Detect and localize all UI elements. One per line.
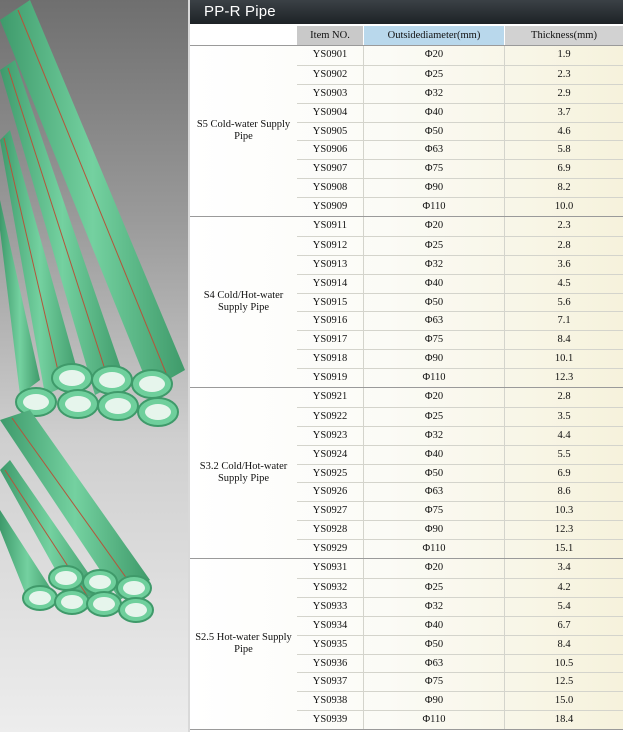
diameter-cell: Φ32 — [364, 85, 505, 103]
table-row — [297, 330, 623, 349]
table-header — [190, 26, 623, 45]
diameter-cell: Φ75 — [364, 331, 505, 349]
diameter-cell: Φ110 — [364, 711, 505, 729]
item-no-cell: YS0906 — [297, 141, 364, 159]
item-no-cell: YS0923 — [297, 427, 364, 445]
table-row — [297, 539, 623, 558]
item-no-cell: YS0925 — [297, 465, 364, 483]
item-no-cell: YS0933 — [297, 598, 364, 616]
item-no-cell: YS0907 — [297, 160, 364, 178]
diameter-cell: Φ20 — [364, 388, 505, 407]
thickness-cell: 6.9 — [557, 163, 571, 175]
table-row — [297, 255, 623, 274]
table-row — [297, 445, 623, 464]
diameter-cell: Φ63 — [364, 483, 505, 501]
thickness-cell: 4.5 — [557, 277, 571, 289]
diameter-cell: Φ110 — [364, 540, 505, 558]
item-no-cell: YS0929 — [297, 540, 364, 558]
item-no-cell: YS0915 — [297, 294, 364, 312]
table-row — [297, 217, 623, 236]
item-no-cell: YS0912 — [297, 237, 364, 255]
item-no-cell: YS0901 — [297, 46, 364, 65]
diameter-cell: Φ32 — [364, 256, 505, 274]
thickness-cell: 3.6 — [557, 258, 571, 270]
item-no-cell: YS0918 — [297, 350, 364, 368]
item-no-cell: YS0911 — [297, 217, 364, 236]
thickness-cell: 1.9 — [557, 49, 571, 60]
table-row — [297, 635, 623, 654]
item-no-cell: YS0914 — [297, 275, 364, 293]
table-row — [297, 103, 623, 122]
diameter-cell: Φ40 — [364, 617, 505, 635]
item-no-cell: YS0932 — [297, 579, 364, 597]
item-no-cell: YS0916 — [297, 312, 364, 330]
table-row — [297, 349, 623, 368]
thickness-cell: 2.3 — [557, 68, 571, 80]
table-row — [297, 559, 623, 578]
header-thickness: Thickness(mm) — [505, 26, 623, 45]
thickness-cell: 12.5 — [554, 676, 574, 688]
thickness-cell: 12.3 — [554, 372, 574, 384]
pipe-group — [190, 216, 623, 387]
thickness-cell: 12.3 — [554, 524, 574, 536]
header-blank — [190, 26, 297, 45]
spec-table — [190, 26, 623, 730]
diameter-cell: Φ25 — [364, 579, 505, 597]
group-label: S3.2 Cold/Hot-water Supply Pipe — [199, 461, 288, 485]
table-row — [297, 407, 623, 426]
diameter-cell: Φ50 — [364, 636, 505, 654]
thickness-cell: 2.3 — [557, 220, 571, 232]
table-row — [297, 616, 623, 635]
thickness-cell: 18.4 — [554, 714, 574, 726]
diameter-cell: Φ20 — [364, 46, 505, 65]
diameter-cell: Φ90 — [364, 521, 505, 539]
diameter-cell: Φ75 — [364, 673, 505, 691]
table-row — [297, 501, 623, 520]
thickness-cell: 8.4 — [557, 638, 571, 650]
item-no-cell: YS0913 — [297, 256, 364, 274]
diameter-cell: Φ50 — [364, 465, 505, 483]
diameter-cell: Φ32 — [364, 598, 505, 616]
diameter-cell: Φ110 — [364, 198, 505, 216]
table-row — [297, 597, 623, 616]
table-row — [297, 274, 623, 293]
table-row — [297, 520, 623, 539]
thickness-cell: 10.0 — [554, 201, 574, 213]
diameter-cell: Φ75 — [364, 502, 505, 520]
table-row — [297, 368, 623, 387]
table-row — [297, 140, 623, 159]
thickness-cell: 10.3 — [554, 505, 574, 517]
table-row — [297, 236, 623, 255]
table-row — [297, 654, 623, 673]
item-no-cell: YS0903 — [297, 85, 364, 103]
item-no-cell: YS0937 — [297, 673, 364, 691]
diameter-cell: Φ90 — [364, 350, 505, 368]
table-row — [297, 65, 623, 84]
item-no-cell: YS0924 — [297, 446, 364, 464]
table-row — [297, 578, 623, 597]
diameter-cell: Φ25 — [364, 237, 505, 255]
diameter-cell: Φ25 — [364, 408, 505, 426]
table-row — [297, 159, 623, 178]
thickness-cell: 15.0 — [554, 695, 574, 707]
table-row — [297, 84, 623, 103]
table-row — [297, 426, 623, 445]
diameter-cell: Φ50 — [364, 294, 505, 312]
thickness-cell: 4.6 — [557, 125, 571, 137]
thickness-cell: 3.4 — [557, 562, 571, 574]
page-title: PP-R Pipe — [190, 0, 623, 24]
thickness-cell: 5.8 — [557, 144, 571, 156]
thickness-cell: 15.1 — [554, 543, 574, 555]
table-row — [297, 46, 623, 65]
item-no-cell: YS0928 — [297, 521, 364, 539]
diameter-cell: Φ50 — [364, 123, 505, 141]
diameter-cell: Φ25 — [364, 66, 505, 84]
thickness-cell: 2.8 — [557, 391, 571, 403]
diameter-cell: Φ63 — [364, 312, 505, 330]
item-no-cell: YS0931 — [297, 559, 364, 578]
diameter-cell: Φ20 — [364, 217, 505, 236]
item-no-cell: YS0927 — [297, 502, 364, 520]
thickness-cell: 10.5 — [554, 657, 574, 669]
pipe-photo — [0, 0, 188, 732]
item-no-cell: YS0935 — [297, 636, 364, 654]
thickness-cell: 4.2 — [557, 581, 571, 593]
item-no-cell: YS0939 — [297, 711, 364, 729]
diameter-cell: Φ110 — [364, 369, 505, 387]
table-row — [297, 672, 623, 691]
thickness-cell: 8.6 — [557, 486, 571, 498]
thickness-cell: 3.5 — [557, 410, 571, 422]
header-outside-diameter: Outsidediameter(mm) — [364, 26, 505, 45]
diameter-cell: Φ40 — [364, 275, 505, 293]
thickness-cell: 6.9 — [557, 467, 571, 479]
group-label: S4 Cold/Hot-water Supply Pipe — [203, 290, 284, 314]
table-row — [297, 710, 623, 729]
table-row — [297, 464, 623, 483]
thickness-cell: 4.4 — [557, 429, 571, 441]
pipe-group — [190, 558, 623, 730]
diameter-cell: Φ40 — [364, 446, 505, 464]
thickness-cell: 6.7 — [557, 619, 571, 631]
pipe-bundle-image — [0, 0, 188, 732]
pipe-group — [190, 45, 623, 216]
header-item-no: Item NO. — [297, 26, 364, 45]
thickness-cell: 5.5 — [557, 448, 571, 460]
thickness-cell: 8.2 — [557, 182, 571, 194]
diameter-cell: Φ40 — [364, 104, 505, 122]
thickness-cell: 2.9 — [557, 87, 571, 99]
item-no-cell: YS0919 — [297, 369, 364, 387]
diameter-cell: Φ63 — [364, 141, 505, 159]
item-no-cell: YS0902 — [297, 66, 364, 84]
thickness-cell: 3.7 — [557, 106, 571, 118]
table-row — [297, 178, 623, 197]
thickness-cell: 5.6 — [557, 296, 571, 308]
table-row — [297, 482, 623, 501]
thickness-cell: 10.1 — [554, 353, 574, 365]
diameter-cell: Φ90 — [364, 179, 505, 197]
thickness-cell: 2.8 — [557, 239, 571, 251]
table-row — [297, 122, 623, 141]
thickness-cell: 7.1 — [557, 315, 571, 327]
diameter-cell: Φ63 — [364, 655, 505, 673]
pipe-group — [190, 387, 623, 558]
table-row — [297, 293, 623, 312]
thickness-cell: 8.4 — [557, 334, 571, 346]
diameter-cell: Φ20 — [364, 559, 505, 578]
item-no-cell: YS0934 — [297, 617, 364, 635]
item-no-cell: YS0908 — [297, 179, 364, 197]
diameter-cell: Φ90 — [364, 692, 505, 710]
thickness-cell: 5.4 — [557, 600, 571, 612]
table-row — [297, 197, 623, 216]
group-label: S2.5 Hot-water Supply Pipe — [195, 632, 292, 656]
diameter-cell: Φ75 — [364, 160, 505, 178]
item-no-cell: YS0909 — [297, 198, 364, 216]
group-label: S5 Cold-water Supply Pipe — [196, 119, 291, 142]
item-no-cell: YS0922 — [297, 408, 364, 426]
diameter-cell: Φ32 — [364, 427, 505, 445]
table-body — [190, 45, 623, 730]
item-no-cell: YS0905 — [297, 123, 364, 141]
item-no-cell: YS0936 — [297, 655, 364, 673]
table-row — [297, 388, 623, 407]
item-no-cell: YS0904 — [297, 104, 364, 122]
item-no-cell: YS0917 — [297, 331, 364, 349]
item-no-cell: YS0938 — [297, 692, 364, 710]
item-no-cell: YS0926 — [297, 483, 364, 501]
table-row — [297, 691, 623, 710]
item-no-cell: YS0921 — [297, 388, 364, 407]
table-row — [297, 311, 623, 330]
